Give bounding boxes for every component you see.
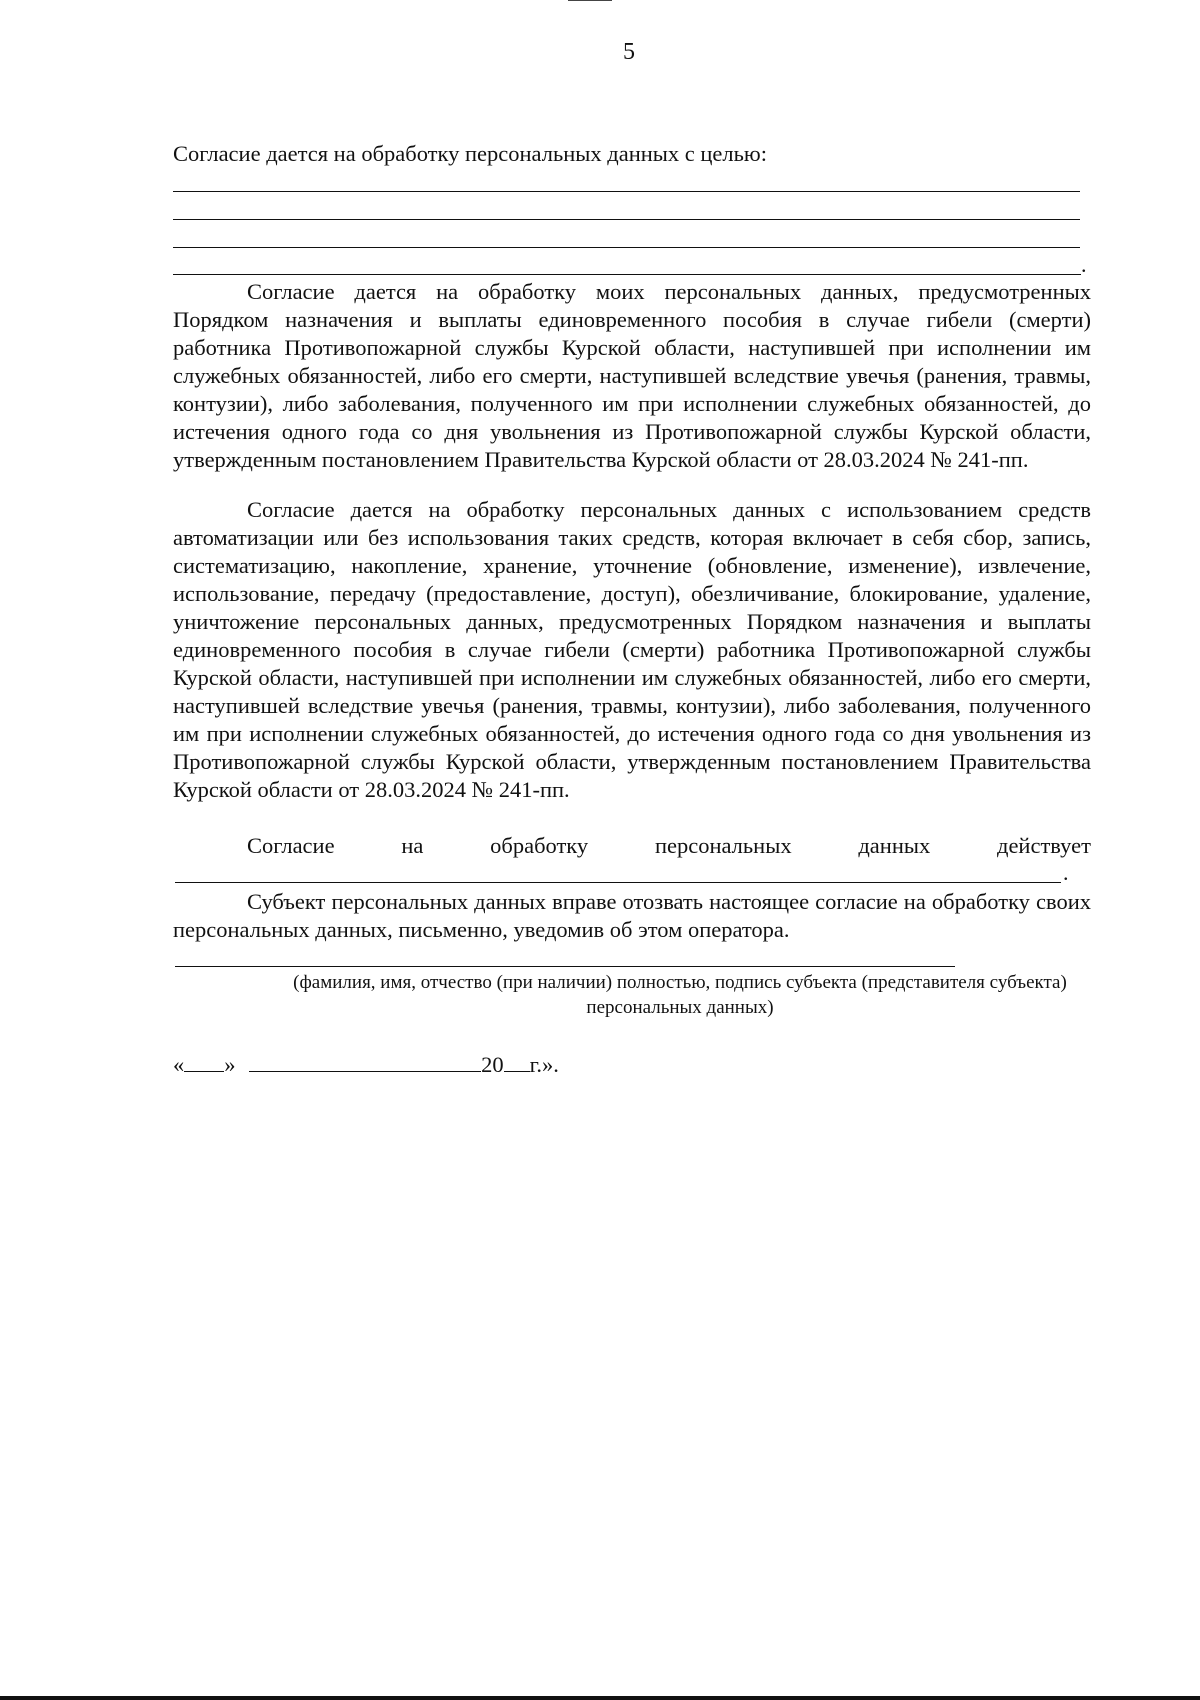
validity-word: Согласие	[247, 833, 335, 858]
signature-line	[175, 966, 955, 967]
validity-word: действует	[997, 833, 1091, 858]
purpose-blank-line-4	[173, 274, 1081, 275]
signature-caption	[240, 970, 1120, 1020]
day-blank	[184, 1051, 224, 1072]
date-close-quote: »	[224, 1052, 236, 1077]
consent-processing-paragraph: Согласие дается на обработку персональных данных с использованием средств автоматизации или без использования таких средств, которая включает в себя сбор, запись, систематизацию, накопление, хранение, уточнение (обновление, изменение), извлечение, использование, передачу (предоставление, доступ), обезличивание, блокирование, удаление, уничтожение персональных данных, предусмотренных Порядком назначения и выплаты единовременного пособия в случае гибели (смерти) работника Противопожарной службы Курской области, наступившей при исполнении им служебных обязанностей, либо его смерти, наступившей вследствие увечья (ранения, травмы, контузии), либо заболевания, полученного им при исполнении служебных обязанностей, до истечения одного года со дня увольнения из Противопожарной службы Курской области, утвержденным постановлением Правительства Курской области от 28.03.2024 № 241-пп.	[173, 497, 1091, 802]
purpose-blank-line-2	[173, 219, 1080, 220]
purpose-blank-line-3	[173, 247, 1080, 248]
date-open-quote: «	[173, 1052, 185, 1077]
month-blank	[249, 1051, 481, 1072]
validity-end-dot: .	[1063, 860, 1069, 885]
validity-word: обработку	[490, 833, 589, 858]
page-number: 5	[623, 39, 635, 65]
validity-word: данных	[858, 833, 931, 858]
date-suffix: г.».	[529, 1052, 559, 1077]
signature-caption-line: персональных данных)	[586, 997, 774, 1018]
validity-blank-line	[175, 882, 1061, 883]
date-year-prefix: 20	[481, 1052, 504, 1077]
signature-caption-line: (фамилия, имя, отчество (при наличии) полностью, подпись субъекта (представителя субъекта)	[293, 972, 1067, 993]
consent-scope-paragraph: Согласие дается на обработку моих персональных данных, предусмотренных Порядком назначения и выплаты единовременного пособия в случае гибели (смерти) работника Противопожарной службы Курской области, наступившей при исполнении им служебных обязанностей, либо его смерти, наступившей вследствие увечья (ранения, травмы, контузии), либо заболевания, полученного им при исполнении служебных обязанностей, до истечения одного года со дня увольнения из Противопожарной службы Курской области, утвержденным постановлением Правительства Курской области от 28.03.2024 № 241-пп.	[173, 279, 1091, 472]
purpose-end-dot: .	[1081, 252, 1087, 277]
year-blank	[504, 1051, 530, 1072]
withdrawal-paragraph: Субъект персональных данных вправе отозвать настоящее согласие на обработку своих персональных данных, письменно, уведомив об этом оператора.	[173, 889, 1091, 942]
validity-line	[173, 832, 1091, 860]
bottom-edge	[0, 1696, 1200, 1700]
validity-word: персональных	[654, 833, 792, 858]
purpose-heading: Согласие дается на обработку персональных данных с целью:	[173, 141, 767, 166]
top-edge-mark	[568, 0, 612, 5]
date-line	[173, 1051, 559, 1079]
purpose-blank-line-1	[173, 191, 1080, 192]
validity-word: на	[401, 833, 424, 858]
